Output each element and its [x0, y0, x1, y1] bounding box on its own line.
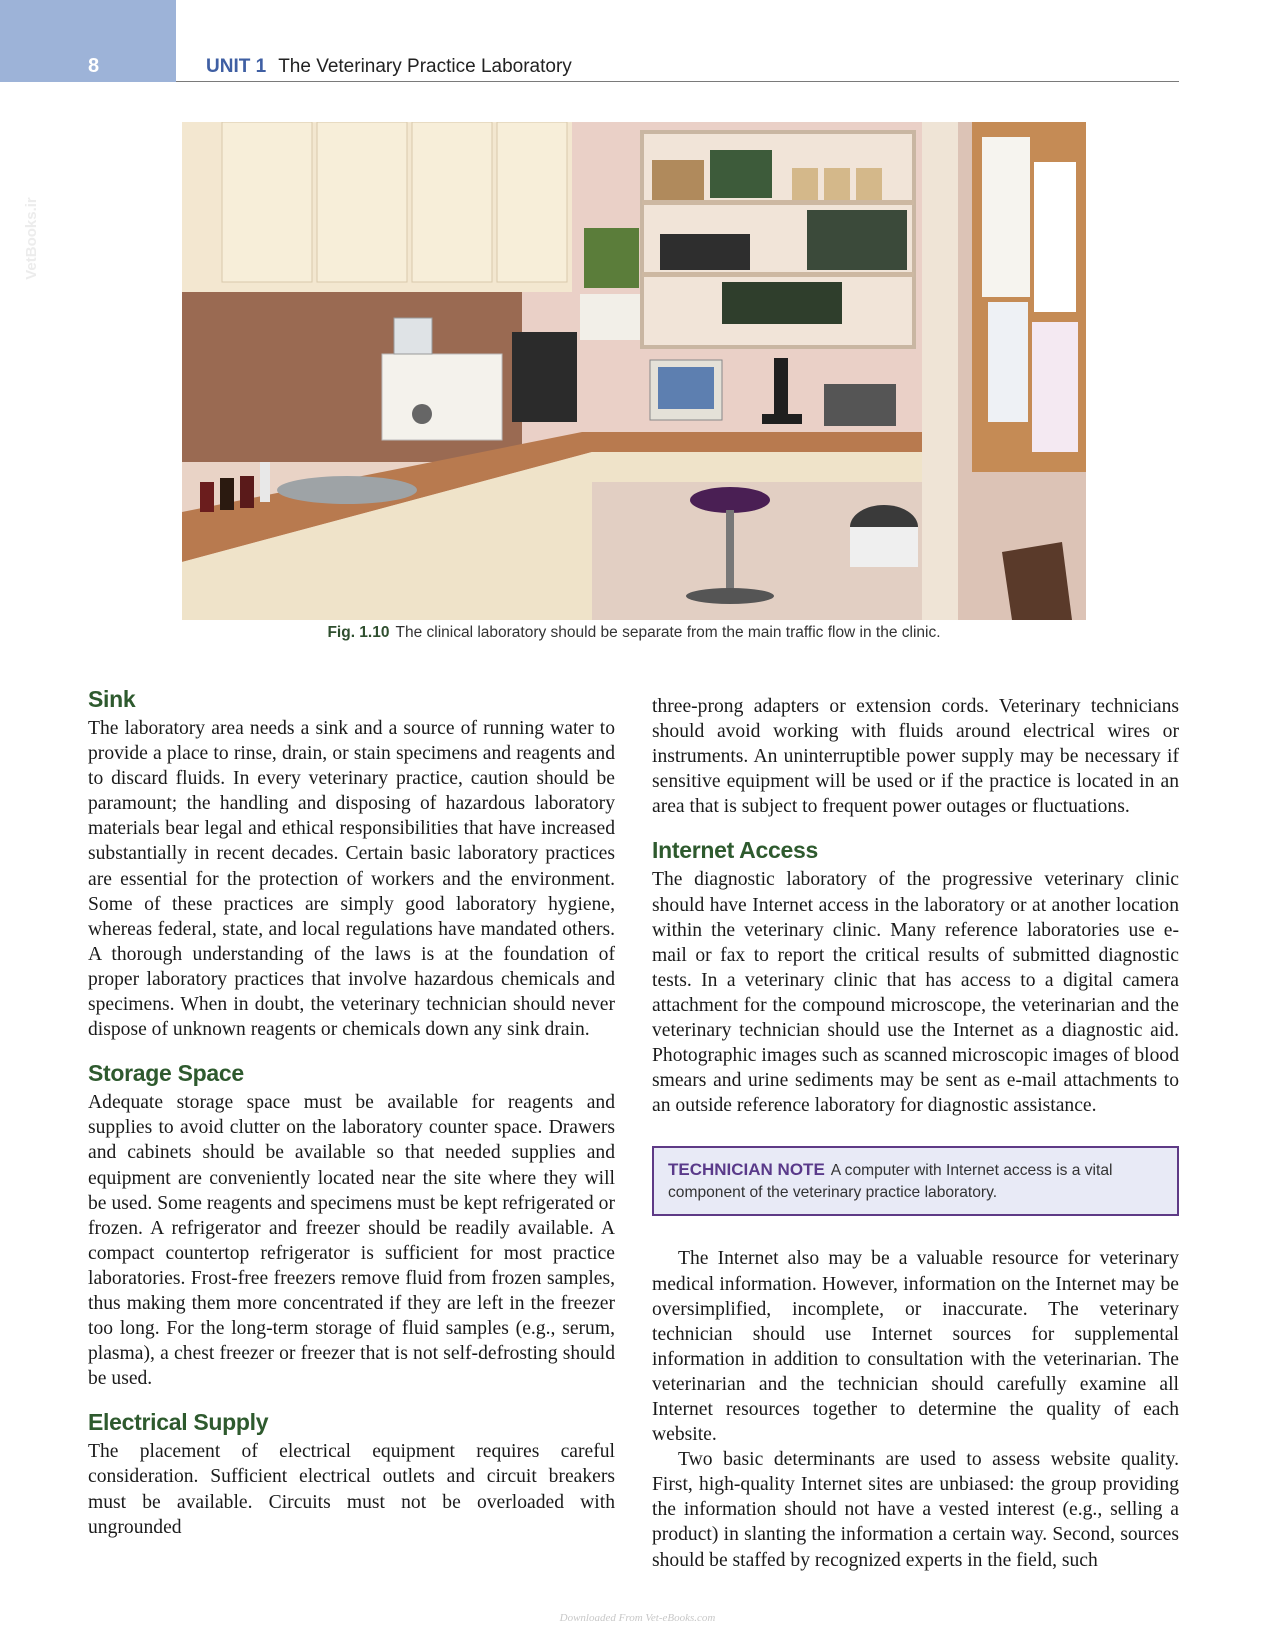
heading-storage-space: Storage Space: [88, 1060, 244, 1087]
heading-electrical-supply: Electrical Supply: [88, 1409, 269, 1436]
storage-paragraph: Adequate storage space must be available for reagents and supplies to avoid clutter on the laboratory counter space. Drawers and cabinets should be available so that needed supplies and equipment are conveniently located near the site where they will be used. Some reagents and specimens must be kept refrigerated or frozen. A refrigerator and freezer should be readily available. A compact countertop refrigerator is sufficient for most practice laboratories. Frost-free freezers remove fluid from frozen samples, thus making them more concentrated if they are left in the freezer too long. For the long-term storage of fluid samples (e.g., serum, plasma), a chest freezer or freezer that is not self-defrosting should be used.: [88, 1092, 615, 1390]
technician-note-text: A computer with Internet access is a vital component of the veterinary practice laboratory.: [668, 1162, 1113, 1202]
right-column: [652, 694, 1179, 1573]
figure-caption-text: The clinical laboratory should be separate from the main traffic flow in the clinic.: [395, 624, 941, 641]
internet-paragraph-3: Two basic determinants are used to assess website quality. First, high-quality Internet sites are unbiased: the group providing the information should not have a vested interest (e.g., selling a product) in slanting the information a certain way. Second, sources should be staffed by recognized experts in the field, such: [652, 1449, 1179, 1571]
internet-paragraph-2: The Internet also may be a valuable resource for veterinary medical information. However, information on the Internet may be oversimplified, incomplete, or inaccurate. The veterinary technician should use Internet sources for supplemental information in addition to consultation with the veterinarian. The veterinarian and the technician should carefully examine all Internet resources together to determine the quality of each website.: [652, 1248, 1179, 1446]
figure-caption: [182, 624, 1086, 642]
heading-internet-access: Internet Access: [652, 837, 818, 864]
chapter-title: The Veterinary Practice Laboratory: [278, 56, 572, 77]
electrical-paragraph-continued: three-prong adapters or extension cords. Veterinary technicians should avoid working with fluids around electrical wires or instruments. An uninterruptible power supply may be necessary if sensitive equipment will be used or if the practice is located in an area that is subject to frequent power outages or fluctuations.: [652, 696, 1179, 818]
figure-label: Fig. 1.10: [327, 624, 390, 641]
footer-watermark: Downloaded From Vet-eBooks.com: [559, 1612, 716, 1624]
header-rule: [176, 81, 1179, 82]
left-column: [88, 686, 615, 1540]
technician-note-box: [652, 1146, 1179, 1216]
page-number: 8: [88, 55, 100, 77]
electrical-paragraph: The placement of electrical equipment requires careful consideration. Sufficient electrical outlets and circuit breakers must be available. Circuits must not be overloaded with ungrounded: [88, 1441, 615, 1538]
internet-paragraph: The diagnostic laboratory of the progressive veterinary clinic should have Internet access in the laboratory or at another location within the veterinary clinic. Many reference laboratories use e-mail or fax to report the critical results of submitted diagnostic tests. In a veterinary clinic that has access to a digital camera attachment for the compound microscope, the veterinarian and the veterinary technician should use the Internet as a diagnostic aid. Photographic images such as scanned microscopic images of blood smears and urine sediments may be sent as e-mail attachments to an outside reference laboratory for diagnostic assistance.: [652, 869, 1179, 1117]
lab-photo: [182, 122, 1086, 620]
heading-sink: Sink: [88, 686, 136, 712]
side-watermark: VetBooks.ir: [22, 197, 40, 280]
running-header: [206, 56, 572, 78]
technician-note-label: TECHNICIAN NOTE: [668, 1160, 825, 1180]
sink-paragraph: The laboratory area needs a sink and a source of running water to provide a place to rinse, drain, or stain specimens and reagents and to discard fluids. In every veterinary practice, caution should be paramount; the handling and disposing of hazardous laboratory materials bear legal and ethical responsibilities that have increased substantially in recent decades. Certain basic laboratory practices are essential for the protection of workers and the environment. Some of these practices are simply good laboratory hygiene, whereas federal, state, and local regulations have mandated others. A thorough understanding of the laws is at the foundation of proper laboratory practices that involve hazardous chemicals and specimens. When in doubt, the veterinary technician should never dispose of unknown reagents or chemicals down any sink drain.: [88, 718, 615, 1041]
unit-label: UNIT 1: [206, 56, 267, 77]
